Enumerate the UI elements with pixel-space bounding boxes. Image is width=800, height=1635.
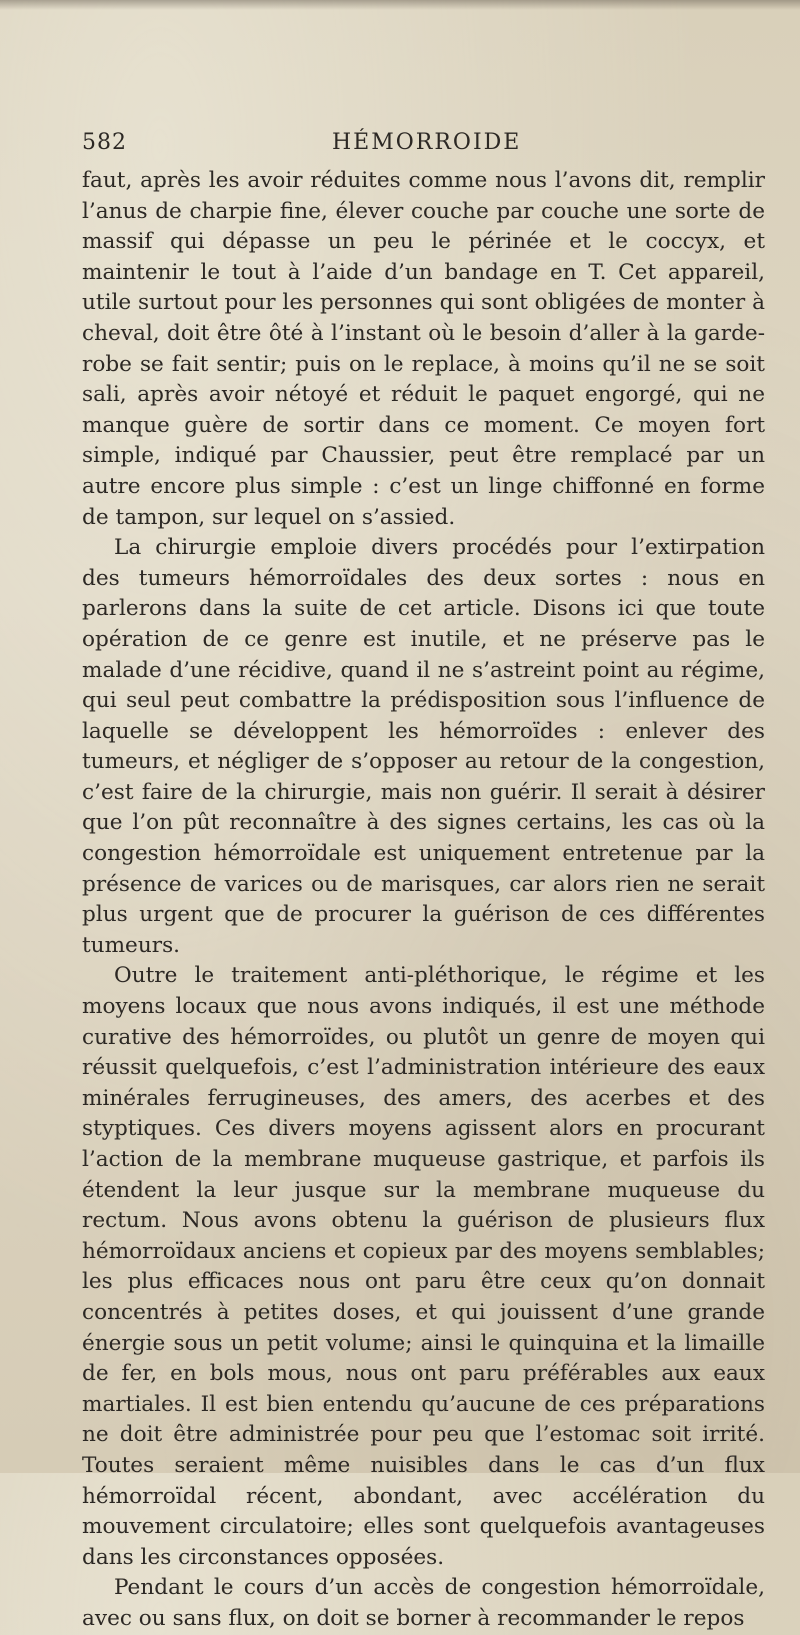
page-number: 582 [82, 130, 127, 155]
paragraph-congestion: Pendant le cours d’un accès de congestion hémorroïdale, avec ou sans flux, on doit se borner à recommander le repos [82, 1575, 765, 1631]
page-edge-shadow [0, 0, 800, 10]
paragraph-surgery: La chirurgie emploie divers procédés pour l’extirpation des tumeurs hémorroïdales des deux sortes : nous en parlerons dans la suite de cet article. Disons ici que toute opération de ce genre est inutile, et ne préserve pas le malade d’une récidive, quand il ne s’astreint point au régime, qui seul peut combattre la prédisposition sous l’influence de laquelle se développent les hémorroïdes : enlever des tumeurs, et négliger de s’opposer au retour de la congestion, c’est faire de la chirurgie, mais non guérir. Il serait à désirer que l’on pût reconnaître à des signes certains, les cas où la congestion hémorroïdale est uniquement entretenue par la présence de varices ou de marisques, car alors rien ne serait plus urgent que de procurer la guérison de ces différentes tumeurs. [82, 535, 765, 958]
body-text [82, 166, 765, 1635]
running-title: HÉMORROIDE [332, 130, 522, 155]
page-header [82, 130, 772, 170]
paragraph-continuation: faut, après les avoir réduites comme nous l’avons dit, remplir l’anus de charpie fine, élever couche par couche une sorte de massif qui dépasse un peu le périnée et le coccyx, et maintenir le tout à l’aide d’un bandage en T. Cet appareil, utile surtout pour les personnes qui sont obligées de monter à cheval, doit être ôté à l’instant où le besoin d’aller à la garde-robe se fait sentir; puis on le replace, à moins qu’il ne se soit sali, après avoir nétoyé et réduit le paquet engorgé, qui ne manque guère de sortir dans ce moment. Ce moyen fort simple, indiqué par Chaussier, peut être remplacé par un autre encore plus simple : c’est un linge chiffonné en forme de tampon, sur lequel on s’assied. [82, 168, 765, 530]
paragraph-treatment: Outre le traitement anti-pléthorique, le régime et les moyens locaux que nous avons indiqués, il est une méthode curative des hémorroïdes, ou plutôt un genre de moyen qui réussit quelquefois, c’est l’administration intérieure des eaux minérales ferrugineuses, des amers, des acerbes et des styptiques. Ces divers moyens agissent alors en procurant l’action de la membrane muqueuse gastrique, et parfois ils étendent la leur jusque sur la membrane muqueuse du rectum. Nous avons obtenu la guérison de plusieurs flux hémorroïdaux anciens et copieux par des moyens semblables; les plus efficaces nous ont paru être ceux qu’on donnait concentrés à petites doses, et qui jouissent d’une grande énergie sous un petit volume; ainsi le quinquina et la limaille de fer, en bols mous, nous ont paru préférables aux eaux martiales. Il est bien entendu qu’aucune de ces préparations ne doit être administrée pour peu que l’estomac soit irrité. Toutes seraient même nuisibles dans le cas d’un flux hémorroïdal récent, abondant, avec accélération du mouvement circulatoire; elles sont quelquefois avantageuses dans les circonstances opposées. [82, 963, 765, 1570]
